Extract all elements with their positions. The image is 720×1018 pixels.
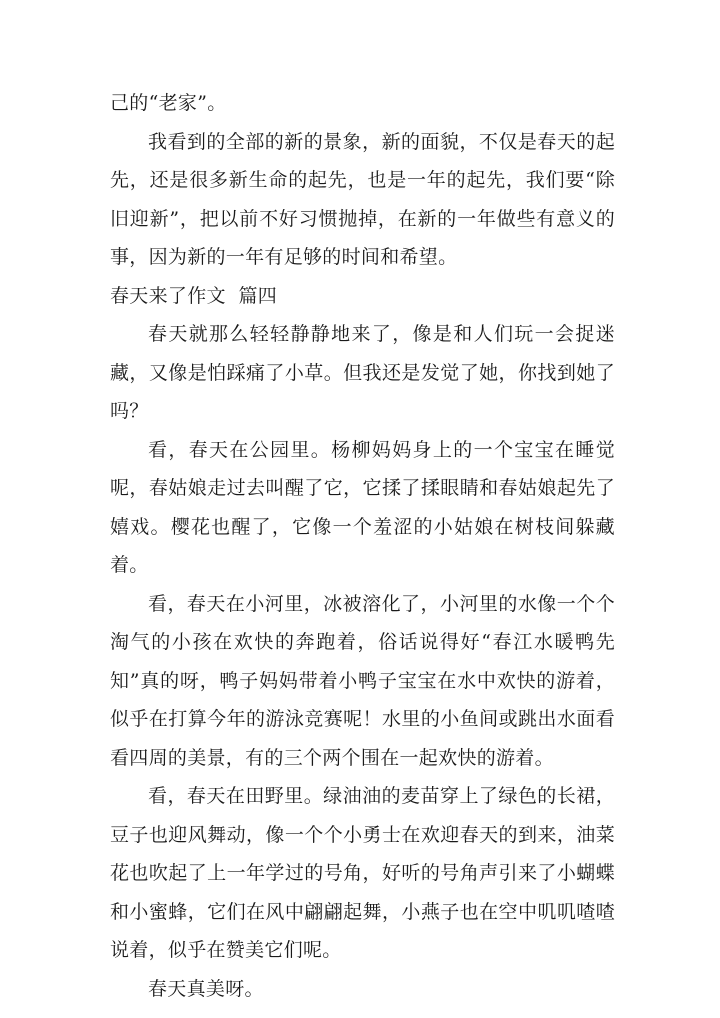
paragraph-field: 看，春天在田野里。绿油油的麦苗穿上了绿色的长裙，豆子也迎风舞动，像一个个小勇士在欢迎春天的到来，油菜花也吹起了上一年学过的号角，好听的号角声引来了小蝴蝶和小蜜蜂，它们在风中翩翩起舞，小燕子也在空中叽叽喳喳说着，似乎在赞美它们呢。	[110, 785, 615, 961]
paragraph-new-scenery: 我看到的全部的新的景象，新的面貌，不仅是春天的起先，还是很多新生命的起先，也是一年的起先，我们要“除旧迎新”，把以前不好习惯抛掉，在新的一年做些有意义的事，因为新的一年有足够的时间和希望。	[110, 130, 615, 268]
paragraph-hide-and-seek: 春天就那么轻轻静静地来了，像是和人们玩一会捉迷藏，又像是怕踩痛了小草。但我还是发觉了她，你找到她了吗？	[110, 323, 615, 422]
section-heading: 春天来了作文 篇四	[110, 284, 278, 307]
paragraph-park: 看，春天在公园里。杨柳妈妈身上的一个宝宝在睡觉呢，春姑娘走过去叫醒了它，它揉了揉眼睛和春姑娘起先了嬉戏。樱花也醒了，它像一个羞涩的小姑娘在树枝间躲藏着。	[110, 438, 615, 576]
paragraph-river: 看，春天在小河里，冰被溶化了，小河里的水像一个个淘气的小孩在欢快的奔跑着，俗话说得好“春江水暖鸭先知”真的呀，鸭子妈妈带着小鸭子宝宝在水中欢快的游着，似乎在打算今年的游泳竞赛呢！水里的小鱼间或跳出水面看看四周的美景，有的三个两个围在一起欢快的游着。	[110, 592, 615, 769]
paragraph-spring-beautiful: 春天真美呀。	[148, 977, 264, 1000]
continuation-paragraph: 己的“老家”。	[110, 92, 227, 114]
document-body	[110, 84, 615, 1008]
